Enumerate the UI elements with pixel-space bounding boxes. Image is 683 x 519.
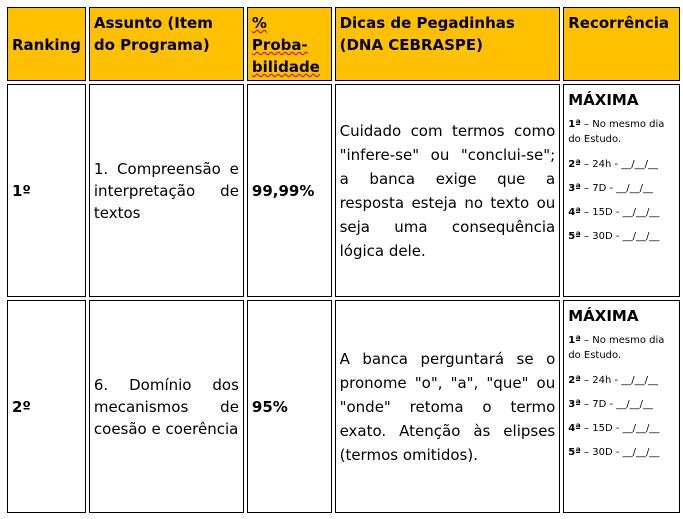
probabilidade-cell: 95% xyxy=(247,300,332,513)
revisao-line: 1ª – No mesmo dia do Estudo. xyxy=(568,335,665,361)
revisao-line: 5ª – 30D - __/__/__ xyxy=(568,447,660,458)
recorrencia-title: MÁXIMA xyxy=(568,91,639,109)
recorrencia-cell xyxy=(563,84,680,297)
header-prob-line1: % Proba- xyxy=(251,14,308,54)
table-row xyxy=(7,300,680,513)
probabilidade-cell: 99,99% xyxy=(247,84,332,297)
dica-cell: Cuidado com termos como "infere-se" ou "conclui-se"; a banca exige que a resposta esteja no texto ou seja uma consequência lógica dele. xyxy=(335,84,561,297)
revisao-line: 1ª – No mesmo dia do Estudo. xyxy=(568,119,665,145)
revisao-line: 5ª – 30D - __/__/__ xyxy=(568,231,660,242)
assunto-cell: 1. Compreensão e interpretação de textos xyxy=(89,84,244,297)
header-row xyxy=(7,7,680,81)
revisao-line: 2ª – 24h - __/__/__ xyxy=(568,375,658,386)
header-ranking: Ranking xyxy=(7,7,86,81)
revisao-line: 2ª – 24h - __/__/__ xyxy=(568,159,658,170)
header-assunto: Assunto (Item do Programa) xyxy=(89,7,244,81)
revisao-line: 4ª – 15D - __/__/__ xyxy=(568,423,660,434)
ranking-cell: 2º xyxy=(7,300,86,513)
revisao-line: 3ª – 7D - __/__/__ xyxy=(568,183,653,194)
ranking-cell: 1º xyxy=(7,84,86,297)
header-probabilidade xyxy=(247,7,332,81)
recorrencia-cell xyxy=(563,300,680,513)
revisao-line: 4ª – 15D - __/__/__ xyxy=(568,207,660,218)
assunto-cell: 6. Domínio dos mecanismos de coesão e coerência xyxy=(89,300,244,513)
study-table xyxy=(4,4,683,516)
recorrencia-title: MÁXIMA xyxy=(568,307,639,325)
dica-cell: A banca perguntará se o pronome "o", "a", "que" ou "onde" retoma o termo exato. Atenção às elipses (termos omitidos). xyxy=(335,300,561,513)
header-prob-line2: bilidade xyxy=(251,58,320,76)
header-recorrencia: Recorrência xyxy=(563,7,680,81)
revisao-line: 3ª – 7D - __/__/__ xyxy=(568,399,653,410)
table-row xyxy=(7,84,680,297)
header-dicas: Dicas de Pegadinhas (DNA CEBRASPE) xyxy=(335,7,561,81)
